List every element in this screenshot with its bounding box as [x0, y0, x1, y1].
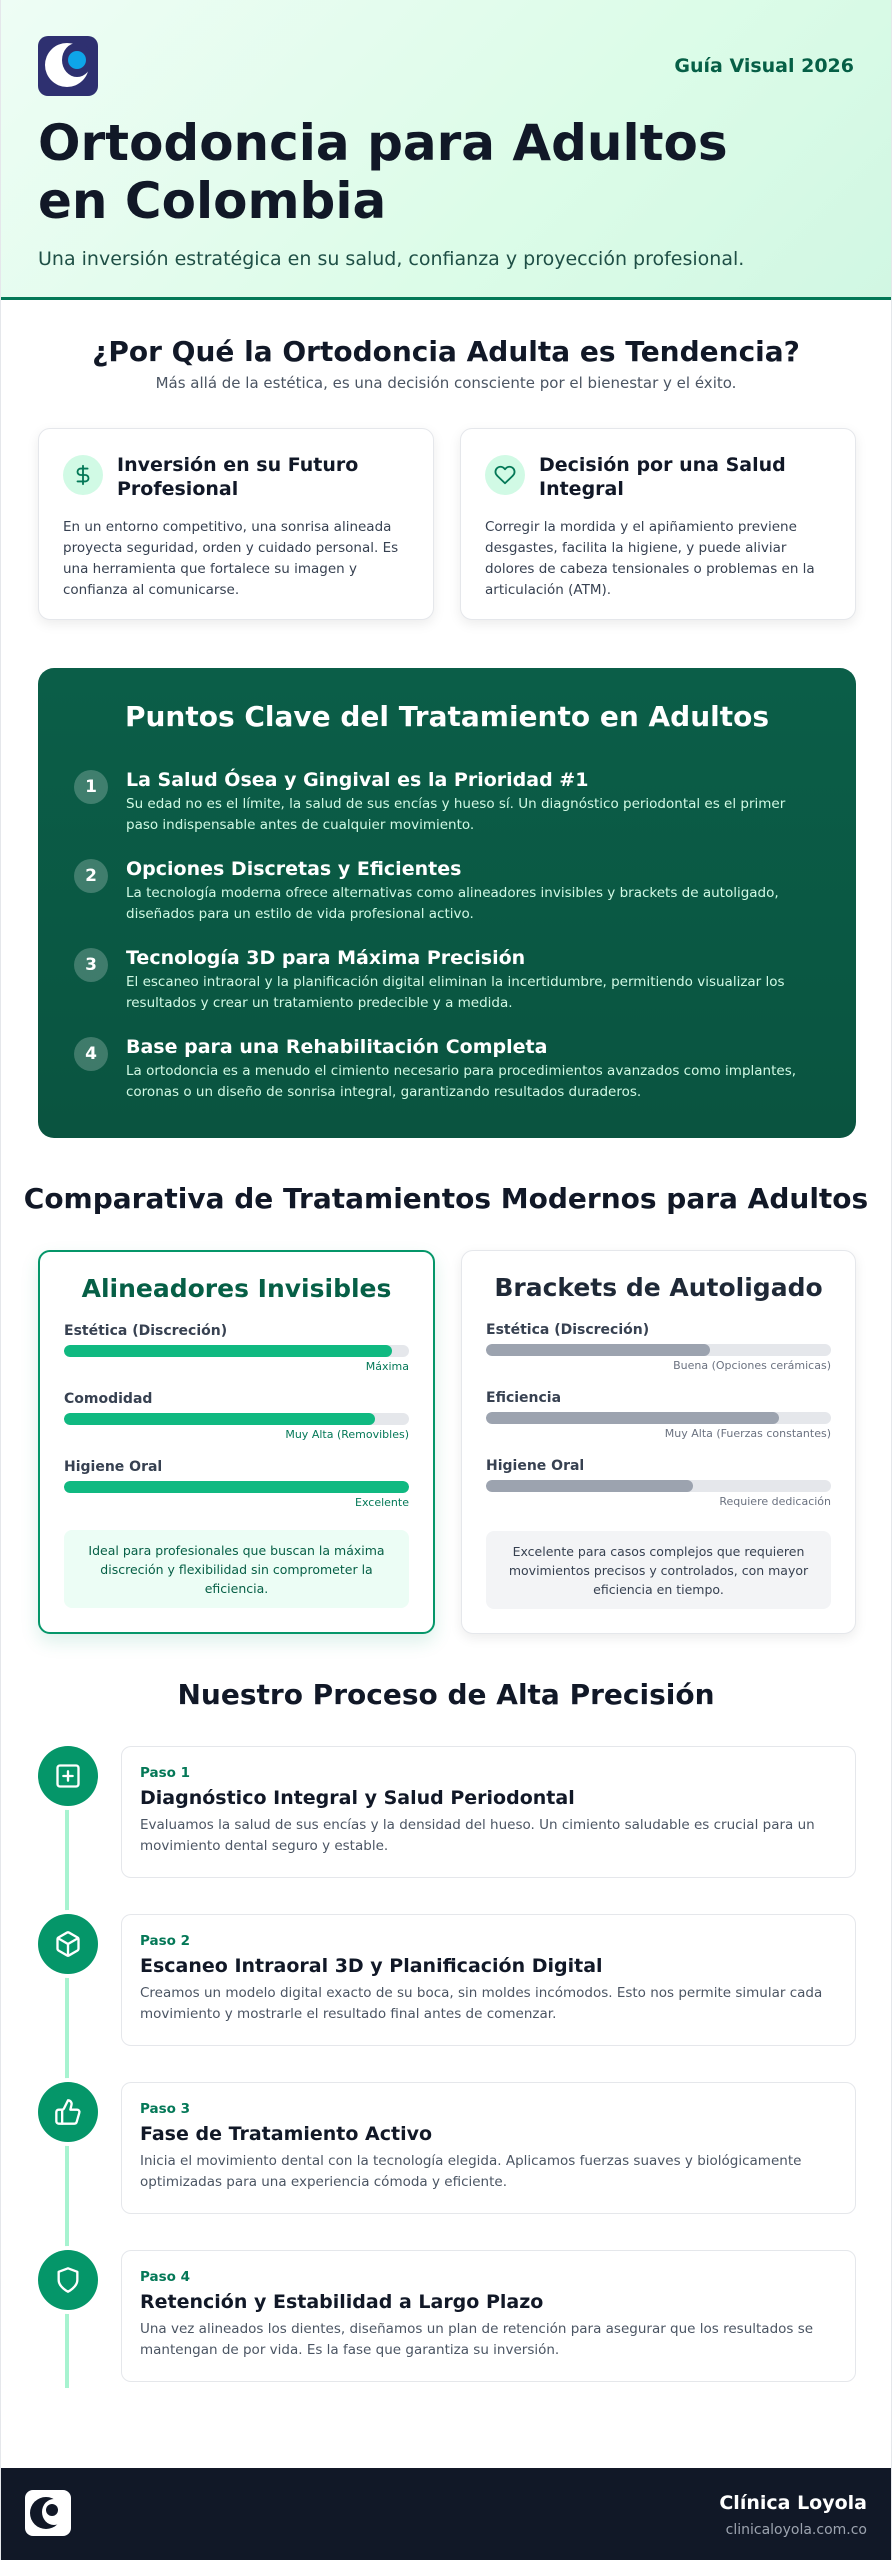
process-step-card — [121, 1746, 856, 1878]
comparison-card-title: Brackets de Autoligado — [494, 1273, 823, 1302]
comparison-card-title: Alineadores Invisibles — [81, 1274, 392, 1303]
metric-label: Higiene Oral — [64, 1459, 163, 1475]
key-point-text: Su edad no es el límite, la salud de sus encías y hueso sí. Un diagnóstico periodontal es el primer paso indispensable antes de cualquier movimiento. — [126, 796, 786, 833]
metric-row — [64, 1323, 409, 1373]
metric-label: Estética (Discreción) — [486, 1322, 650, 1338]
metric-note: Requiere dedicación — [719, 1495, 831, 1508]
process-step — [38, 2082, 856, 2214]
key-point-title: Tecnología 3D para Máxima Precisión — [126, 947, 526, 969]
metric-bar — [64, 1413, 409, 1425]
step-title: Diagnóstico Integral y Salud Periodontal — [140, 1787, 575, 1809]
step-label: Paso 3 — [140, 2101, 191, 2117]
metric-bar — [486, 1480, 831, 1492]
metric-label: Higiene Oral — [486, 1458, 585, 1474]
metric-row — [486, 1390, 831, 1440]
metric-label: Comodidad — [64, 1391, 153, 1407]
step-title: Escaneo Intraoral 3D y Planificación Digital — [140, 1955, 603, 1977]
dollar-icon — [63, 455, 103, 495]
footer-clinic-name: Clínica Loyola — [719, 2492, 867, 2514]
plus-square-icon — [38, 1746, 98, 1806]
comparison-card-aligners — [38, 1250, 435, 1634]
key-point-title: Base para una Rehabilitación Completa — [126, 1036, 548, 1058]
key-point-item — [74, 1035, 820, 1103]
benefit-card-title: Decisión por una Salud Integral — [539, 454, 786, 500]
why-section-title: ¿Por Qué la Ortodoncia Adulta es Tendencia? — [92, 335, 800, 368]
metric-bar — [64, 1481, 409, 1493]
metric-bar — [64, 1345, 409, 1357]
process-step — [38, 1746, 856, 1878]
metric-note: Muy Alta (Removibles) — [285, 1428, 409, 1441]
process-step-card — [121, 2082, 856, 2214]
cube-icon — [38, 1914, 98, 1974]
key-point-number: 1 — [74, 770, 108, 804]
key-point-number: 3 — [74, 948, 108, 982]
metric-note: Excelente — [355, 1496, 409, 1509]
key-point-item — [74, 768, 820, 836]
key-point-number: 2 — [74, 859, 108, 893]
process-title: Nuestro Proceso de Alta Precisión — [177, 1678, 715, 1711]
shield-icon — [38, 2250, 98, 2310]
metric-note: Buena (Opciones cerámicas) — [673, 1359, 831, 1372]
step-label: Paso 2 — [140, 1933, 191, 1949]
metric-bar-fill — [486, 1412, 779, 1424]
comparison-card-note: Excelente para casos complejos que requieren movimientos precisos y controlados, con mayor eficiencia en tiempo. — [486, 1531, 831, 1609]
metric-bar-fill — [486, 1344, 710, 1356]
key-point-title: Opciones Discretas y Eficientes — [126, 858, 462, 880]
comparison-card-note: Ideal para profesionales que buscan la máxima discreción y flexibilidad sin comprometer la eficiencia. — [64, 1530, 409, 1608]
footer-logo — [25, 2490, 71, 2536]
comparison-cards — [38, 1250, 856, 1634]
metric-bar-fill — [64, 1413, 375, 1425]
process-step — [38, 2250, 856, 2382]
step-title: Fase de Tratamiento Activo — [140, 2123, 433, 2145]
metric-row — [486, 1322, 831, 1372]
step-title: Retención y Estabilidad a Largo Plazo — [140, 2291, 544, 2313]
page-title: Ortodoncia para Adultos en Colombia — [38, 114, 728, 230]
clinic-logo — [38, 36, 98, 96]
footer-website-link[interactable]: clinicaloyola.com.co — [725, 2522, 867, 2538]
process-step-card — [121, 2250, 856, 2382]
page-subtitle: Una inversión estratégica en su salud, confianza y proyección profesional. — [38, 248, 745, 270]
key-point-text: La ortodoncia es a menudo el cimiento necesario para procedimientos avanzados como implantes, coronas o un diseño de sonrisa integral, garantizando resultados duraderos. — [126, 1063, 797, 1100]
benefit-card-text: Corregir la mordida y el apiñamiento previene desgastes, facilita la higiene, y puede aliviar dolores de cabeza tensionales o problemas en la articulación (ATM). — [485, 519, 815, 598]
metric-row — [64, 1391, 409, 1441]
metric-bar-fill — [486, 1480, 693, 1492]
metric-note: Muy Alta (Fuerzas constantes) — [664, 1427, 831, 1440]
guide-badge: Guía Visual 2026 — [674, 55, 854, 77]
metric-note: Máxima — [365, 1360, 409, 1373]
thumbs-up-icon — [38, 2082, 98, 2142]
benefit-card-text: En un entorno competitivo, una sonrisa alineada proyecta seguridad, orden y cuidado personal. Es una herramienta que fortalece su imagen y confianza al comunicarse. — [63, 519, 399, 598]
step-text: Inicia el movimiento dental con la tecnología elegida. Aplicamos fuerzas suaves y biológicamente optimizadas para una experiencia cómoda y eficiente. — [140, 2153, 802, 2190]
comparison-title: Comparativa de Tratamientos Modernos para Adultos — [23, 1182, 869, 1215]
metric-label: Estética (Discreción) — [64, 1323, 228, 1339]
metric-row — [64, 1459, 409, 1509]
key-point-text: La tecnología moderna ofrece alternativas como alineadores invisibles y brackets de autoligado, diseñados para un estilo de vida profesional activo. — [126, 885, 779, 922]
benefit-card-health — [460, 428, 856, 620]
metric-label: Eficiencia — [486, 1390, 562, 1406]
metric-bar — [486, 1412, 831, 1424]
key-point-number: 4 — [74, 1037, 108, 1071]
step-text: Una vez alineados los dientes, diseñamos un plan de retención para asegurar que los resultados se mantengan de por vida. Es la fase que garantiza su inversión. — [140, 2321, 814, 2358]
benefit-card-career — [38, 428, 434, 620]
process-step-card — [121, 1914, 856, 2046]
benefit-card-title: Inversión en su Futuro Profesional — [117, 454, 359, 500]
metric-bar-fill — [64, 1345, 392, 1357]
comparison-card-brackets — [461, 1250, 856, 1634]
key-point-item — [74, 857, 820, 925]
why-section-subtitle: Más allá de la estética, es una decisión consciente por el bienestar y el éxito. — [155, 374, 737, 392]
step-label: Paso 4 — [140, 2269, 191, 2285]
key-point-title: La Salud Ósea y Gingival es la Prioridad #1 — [126, 769, 589, 791]
key-points-panel — [38, 668, 856, 1138]
process-step — [38, 1914, 856, 2046]
key-point-item — [74, 946, 820, 1014]
metric-bar-fill — [64, 1481, 409, 1493]
step-text: Creamos un modelo digital exacto de su boca, sin moldes incómodos. Esto nos permite simular cada movimiento y mostrarle el resultado final antes de comenzar. — [140, 1985, 823, 2022]
hero-header — [1, 0, 891, 300]
heart-icon — [485, 455, 525, 495]
benefit-cards — [38, 428, 856, 620]
step-text: Evaluamos la salud de sus encías y la densidad del hueso. Un cimiento saludable es crucial para un movimiento dental seguro y estable. — [140, 1817, 815, 1854]
key-points-title: Puntos Clave del Tratamiento en Adultos — [124, 700, 770, 733]
footer — [1, 2468, 891, 2560]
key-point-text: El escaneo intraoral y la planificación digital eliminan la incertidumbre, permitiendo visualizar los resultados y crear un tratamiento predecible y a medida. — [126, 974, 785, 1011]
step-label: Paso 1 — [140, 1765, 191, 1781]
metric-row — [486, 1458, 831, 1508]
metric-bar — [486, 1344, 831, 1356]
